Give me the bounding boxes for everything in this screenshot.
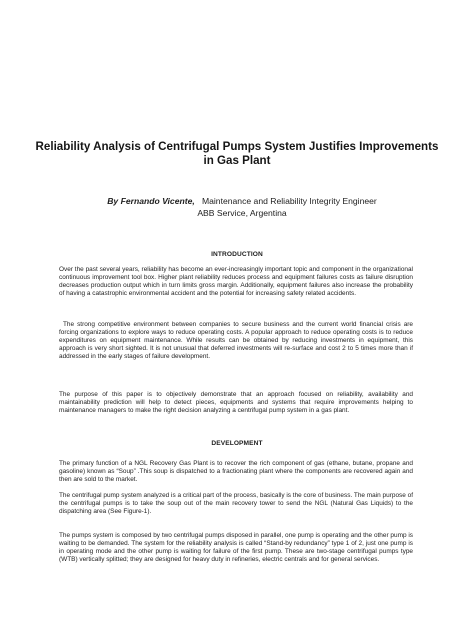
introduction-heading: INTRODUCTION bbox=[211, 251, 263, 258]
introduction-paragraph-2: The strong competitive environment between companies to secure business and the current world financial crisis are forcing organizations to explore ways to reduce operating costs. A popular approach to reduce operating costs is to reduce expenditures on equipment maintenance. While results can be obtained by reducing investments in equipment, this approach is very short sighted. It is not unusual that deferred investments will re-surface and cost 2 to 5 times more than if addressed in the early stages of failure development. bbox=[59, 321, 413, 361]
introduction-paragraph-1: Over the past several years, reliability has become an ever-increasingly important topic and component in the organizational continuous improvement tool box. Higher plant reliability reduces process and equipment failures costs as failure disruption decreases production output which in turn limits gross margin. Additionally, equipment failures also increase the probability of having a catastrophic environmental accident and the potential for increasing safety related accidents. bbox=[59, 266, 413, 298]
development-paragraph-2: The centrifugal pump system analyzed is a critical part of the process, basically is the core of business. The main purpose of the centrifugal pumps is to take the soup out of the main recovery tower to send the NGL (Natural Gas Liquids) to the dispatching area (See Figure-1). bbox=[59, 492, 413, 516]
author-role: Maintenance and Reliability Integrity Engineer bbox=[201, 196, 377, 206]
development-paragraph-1: The primary function of a NGL Recovery Gas Plant is to recover the rich component of gas (ethane, butane, propane and gasoline) known as “Soup” .This soup is dispatched to a fractionating plant where the components are recovered again and then are sold to the market. bbox=[59, 460, 413, 484]
author-affiliation: ABB Service, Argentina bbox=[197, 208, 287, 218]
development-heading: DEVELOPMENT bbox=[211, 440, 263, 447]
development-paragraph-3: The pumps system is composed by two centrifugal pumps disposed in parallel, one pump is operating and the other pump is waiting to be demanded. The system for the reliability analysis is called “Stand-by redundancy” type 1 of 2, just one pump is in operating mode and the other pump is waiting for failure of the first pump. These are two-stage centrifugal pumps type (WTB) vertically splitted; they are designed for heavy duty in refineries, electric centrals and for general services. bbox=[59, 532, 413, 564]
paper-title: Reliability Analysis of Centrifugal Pumps System Justifies Improvements in Gas Plant bbox=[35, 140, 439, 167]
introduction-paragraph-3: The purpose of this paper is to objectively demonstrate that an approach focused on reliability, availability and maintainability prediction will help to detect pieces, equipments and systems that require improvements helping to maintenance managers to make the right decision analyzing a centrifugal pump system in a gas plant. bbox=[59, 391, 413, 415]
author-name: By Fernando Vicente, bbox=[107, 196, 195, 206]
author-line bbox=[40, 196, 444, 207]
